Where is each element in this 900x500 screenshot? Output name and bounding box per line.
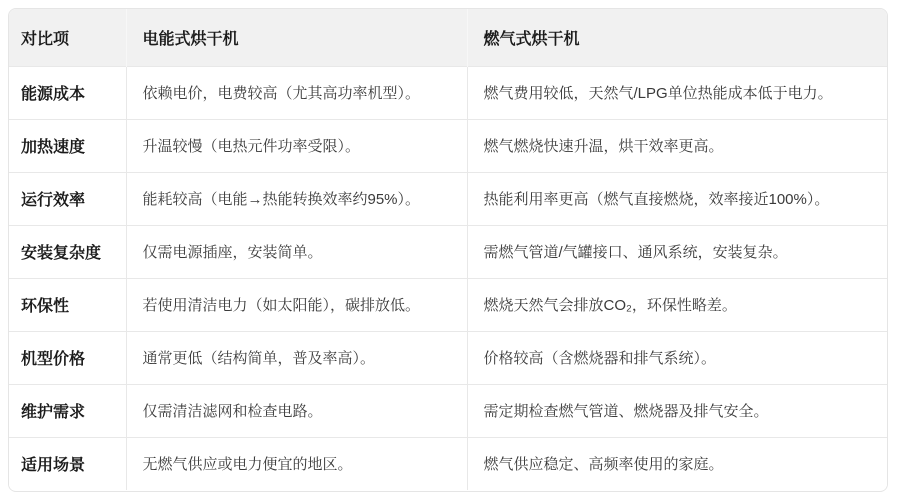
gas-dryer-cell: 需燃气管道/气罐接口、通风系统，安装复杂。 (467, 225, 887, 278)
gas-dryer-cell: 燃气供应稳定、高频率使用的家庭。 (467, 437, 887, 490)
gas-dryer-cell: 燃气燃烧快速升温，烘干效率更高。 (467, 119, 887, 172)
table-row (9, 437, 887, 490)
table-body (9, 66, 887, 490)
table-header (9, 9, 887, 66)
column-header-gas-dryer: 燃气式烘干机 (467, 9, 887, 66)
electric-dryer-cell: 依赖电价，电费较高（尤其高功率机型）。 (126, 66, 467, 119)
row-label: 能源成本 (9, 66, 126, 119)
table-row (9, 172, 887, 225)
row-label: 安装复杂度 (9, 225, 126, 278)
column-header-electric-dryer: 电能式烘干机 (126, 9, 467, 66)
electric-dryer-cell: 升温较慢（电热元件功率受限）。 (126, 119, 467, 172)
comparison-table-card (8, 8, 888, 492)
comparison-table (9, 9, 887, 490)
table-row (9, 384, 887, 437)
electric-dryer-cell: 能耗较高（电能→热能转换效率约95%）。 (126, 172, 467, 225)
row-label: 环保性 (9, 278, 126, 331)
header-row (9, 9, 887, 66)
row-label: 加热速度 (9, 119, 126, 172)
electric-dryer-cell: 仅需电源插座，安装简单。 (126, 225, 467, 278)
table-row (9, 66, 887, 119)
table-row (9, 331, 887, 384)
gas-dryer-cell: 需定期检查燃气管道、燃烧器及排气安全。 (467, 384, 887, 437)
row-label: 运行效率 (9, 172, 126, 225)
gas-dryer-cell: 价格较高（含燃烧器和排气系统）。 (467, 331, 887, 384)
row-label: 适用场景 (9, 437, 126, 490)
gas-dryer-cell: 燃气费用较低，天然气/LPG单位热能成本低于电力。 (467, 66, 887, 119)
gas-dryer-cell: 热能利用率更高（燃气直接燃烧，效率接近100%）。 (467, 172, 887, 225)
electric-dryer-cell: 若使用清洁电力（如太阳能），碳排放低。 (126, 278, 467, 331)
column-header-compare-item: 对比项 (9, 9, 126, 66)
table-row (9, 225, 887, 278)
gas-dryer-cell: 燃烧天然气会排放CO₂，环保性略差。 (467, 278, 887, 331)
electric-dryer-cell: 仅需清洁滤网和检查电路。 (126, 384, 467, 437)
table-row (9, 278, 887, 331)
table-row (9, 119, 887, 172)
electric-dryer-cell: 无燃气供应或电力便宜的地区。 (126, 437, 467, 490)
row-label: 维护需求 (9, 384, 126, 437)
row-label: 机型价格 (9, 331, 126, 384)
electric-dryer-cell: 通常更低（结构简单，普及率高）。 (126, 331, 467, 384)
